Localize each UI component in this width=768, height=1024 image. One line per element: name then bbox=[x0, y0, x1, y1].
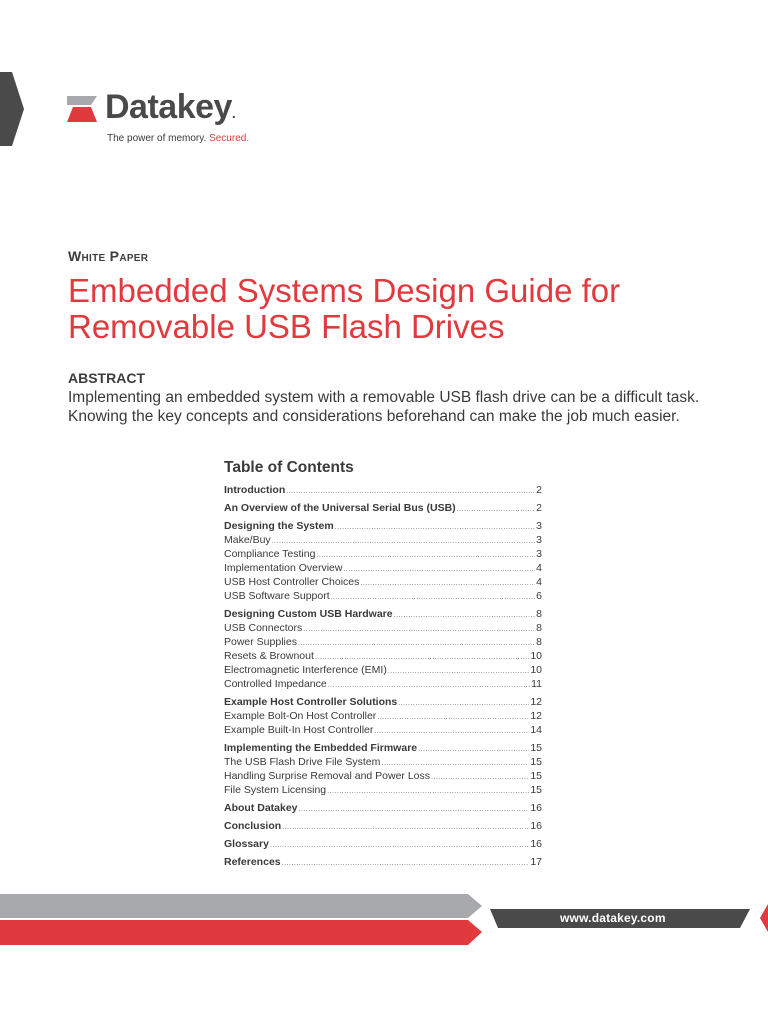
tagline-prefix: The power of memory. bbox=[107, 133, 210, 144]
toc-leader-dots bbox=[374, 723, 529, 739]
toc-entry-label: Electromagnetic Interference (EMI) bbox=[224, 664, 387, 676]
toc-entry-label: Glossary bbox=[224, 838, 269, 850]
toc-leader-dots bbox=[327, 783, 529, 799]
toc-entry-page: 4 bbox=[536, 576, 542, 588]
side-arrow-decoration bbox=[0, 72, 24, 146]
table-of-contents bbox=[224, 459, 544, 869]
toc-leader-dots bbox=[282, 855, 530, 871]
toc-entry[interactable] bbox=[224, 709, 542, 723]
toc-entry[interactable] bbox=[224, 483, 542, 497]
toc-entry-page: 15 bbox=[530, 742, 542, 754]
toc-entry-label: Example Host Controller Solutions bbox=[224, 696, 398, 708]
toc-entry-label: Example Bolt-On Host Controller bbox=[224, 710, 377, 722]
toc-entry[interactable] bbox=[224, 755, 542, 769]
toc-entry-label: Handling Surprise Removal and Power Loss bbox=[224, 770, 431, 782]
toc-entry-page: 12 bbox=[530, 696, 542, 708]
toc-entry-label: File System Licensing bbox=[224, 784, 327, 796]
toc-entry-page: 16 bbox=[530, 838, 542, 850]
toc-entry[interactable] bbox=[224, 575, 542, 589]
toc-entry[interactable] bbox=[224, 819, 542, 833]
toc-entry-page: 8 bbox=[536, 622, 542, 634]
toc-entry-label: Implementation Overview bbox=[224, 562, 343, 574]
toc-entry[interactable] bbox=[224, 607, 542, 621]
toc-entry[interactable] bbox=[224, 855, 542, 869]
datakey-logo-mark-icon bbox=[67, 96, 97, 122]
toc-entry[interactable] bbox=[224, 783, 542, 797]
toc-leader-dots bbox=[270, 837, 529, 853]
toc-entry-page: 16 bbox=[530, 802, 542, 814]
toc-leader-dots bbox=[328, 677, 530, 693]
toc-leader-dots bbox=[286, 483, 535, 499]
toc-entry[interactable] bbox=[224, 561, 542, 575]
toc-leader-dots bbox=[282, 819, 529, 835]
toc-entry-page: 6 bbox=[536, 590, 542, 602]
toc-entry-label: The USB Flash Drive File System bbox=[224, 756, 381, 768]
document-type-label: White Paper bbox=[68, 248, 149, 264]
toc-entry[interactable] bbox=[224, 533, 542, 547]
toc-entry-label: Designing the System bbox=[224, 520, 334, 532]
toc-entry-label: Make/Buy bbox=[224, 534, 271, 546]
toc-entry[interactable] bbox=[224, 677, 542, 691]
toc-entry[interactable] bbox=[224, 519, 542, 533]
toc-entry[interactable] bbox=[224, 663, 542, 677]
toc-entry[interactable] bbox=[224, 741, 542, 755]
abstract-heading: ABSTRACT bbox=[68, 370, 145, 386]
toc-entry[interactable] bbox=[224, 621, 542, 635]
toc-entry-label: Designing Custom USB Hardware bbox=[224, 608, 393, 620]
toc-entry-page: 8 bbox=[536, 636, 542, 648]
toc-entry-page: 3 bbox=[536, 520, 542, 532]
toc-leader-dots bbox=[457, 501, 536, 517]
toc-entry[interactable] bbox=[224, 723, 542, 737]
toc-list bbox=[224, 483, 542, 869]
toc-entry-page: 15 bbox=[530, 756, 542, 768]
logo-wordmark: Datakey. bbox=[105, 88, 236, 126]
toc-entry[interactable] bbox=[224, 547, 542, 561]
toc-entry-page: 3 bbox=[536, 534, 542, 546]
toc-entry-label: Example Built-In Host Controller bbox=[224, 724, 374, 736]
document-title: Embedded Systems Design Guide for Removable USB Flash Drives bbox=[68, 272, 621, 345]
toc-entry-page: 8 bbox=[536, 608, 542, 620]
brand-tagline bbox=[107, 133, 249, 144]
toc-entry[interactable] bbox=[224, 769, 542, 783]
toc-entry-page: 4 bbox=[536, 562, 542, 574]
toc-entry-page: 10 bbox=[530, 664, 542, 676]
toc-entry-page: 11 bbox=[531, 678, 542, 690]
toc-title: Table of Contents bbox=[224, 459, 354, 476]
toc-leader-dots bbox=[299, 801, 530, 817]
toc-entry-label: Conclusion bbox=[224, 820, 282, 832]
toc-entry-page: 14 bbox=[530, 724, 542, 736]
toc-entry-label: USB Connectors bbox=[224, 622, 303, 634]
toc-entry-label: Introduction bbox=[224, 484, 286, 496]
toc-entry[interactable] bbox=[224, 837, 542, 851]
toc-entry[interactable] bbox=[224, 649, 542, 663]
toc-entry-label: USB Software Support bbox=[224, 590, 330, 602]
toc-entry-label: Resets & Brownout bbox=[224, 650, 314, 662]
toc-entry-label: Implementing the Embedded Firmware bbox=[224, 742, 418, 754]
toc-entry-label: Controlled Impedance bbox=[224, 678, 327, 690]
toc-entry-label: USB Host Controller Choices bbox=[224, 576, 360, 588]
toc-entry-label: Compliance Testing bbox=[224, 548, 316, 560]
toc-entry[interactable] bbox=[224, 635, 542, 649]
toc-entry[interactable] bbox=[224, 501, 542, 515]
toc-entry-page: 3 bbox=[536, 548, 542, 560]
toc-entry-label: About Datakey bbox=[224, 802, 298, 814]
toc-entry-label: References bbox=[224, 856, 281, 868]
toc-entry-page: 15 bbox=[530, 784, 542, 796]
toc-entry-page: 2 bbox=[536, 502, 542, 514]
toc-entry-page: 2 bbox=[536, 484, 542, 496]
toc-entry-page: 16 bbox=[530, 820, 542, 832]
toc-leader-dots bbox=[331, 589, 536, 605]
tagline-accent: Secured. bbox=[209, 133, 250, 144]
toc-entry-page: 10 bbox=[530, 650, 542, 662]
abstract-text: Implementing an embedded system with a removable USB flash drive can be a difficult task. Knowing the key concepts and considerations beforehand can make the job much easier. bbox=[68, 389, 700, 425]
toc-entry-page: 15 bbox=[530, 770, 542, 782]
toc-entry[interactable] bbox=[224, 589, 542, 603]
toc-entry[interactable] bbox=[224, 695, 542, 709]
toc-entry-page: 17 bbox=[530, 856, 542, 868]
toc-entry[interactable] bbox=[224, 801, 542, 815]
website-url-link[interactable]: www.datakey.com bbox=[560, 911, 666, 925]
toc-entry-label: Power Supplies bbox=[224, 636, 297, 648]
toc-entry-label: An Overview of the Universal Serial Bus (USB) bbox=[224, 502, 456, 514]
toc-entry-page: 12 bbox=[530, 710, 542, 722]
